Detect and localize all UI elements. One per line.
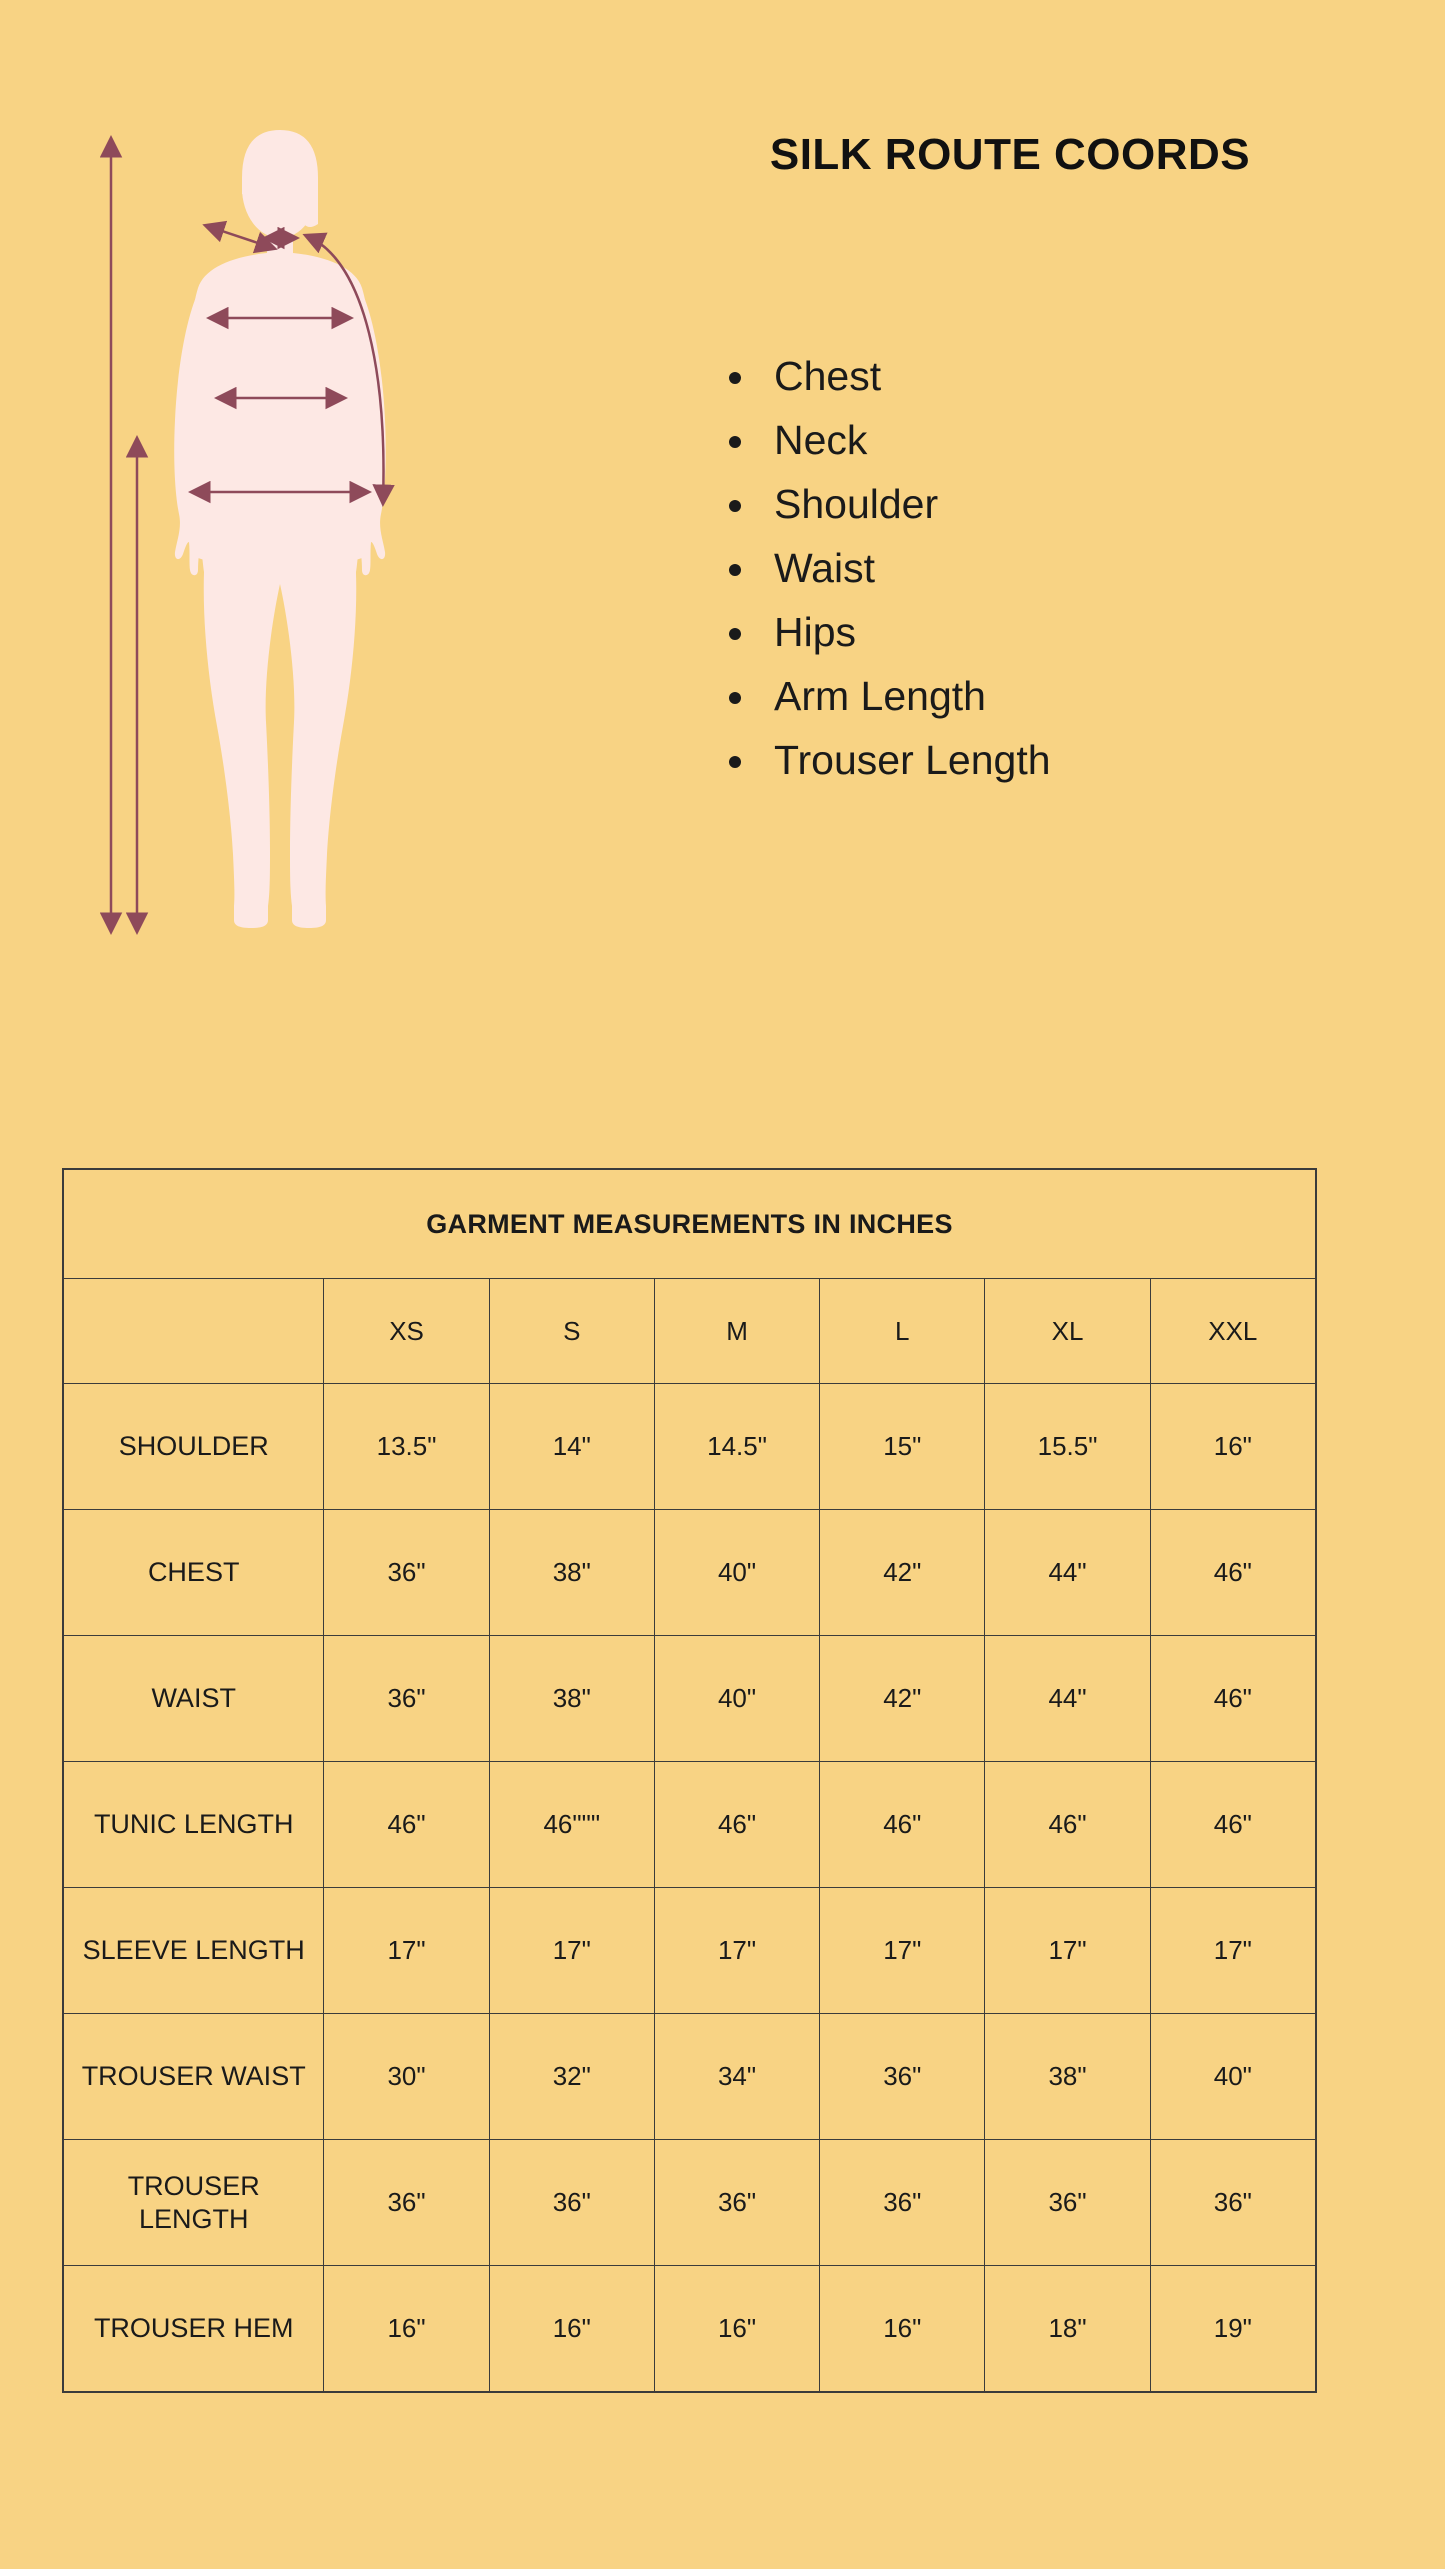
table-row [64,1762,1316,1888]
cell-value: 36" [324,1636,489,1762]
list-item: • Neck [760,409,1051,473]
cell-value: 17" [985,1888,1150,2014]
list-item: • Trouser Length [760,729,1051,793]
row-label: SLEEVE LENGTH [64,1888,324,2014]
cell-value: 30" [324,2014,489,2140]
header-cell-xs: XS [324,1279,489,1384]
row-label: WAIST [64,1636,324,1762]
table-row [64,1384,1316,1510]
list-item: • Waist [760,537,1051,601]
cell-value: 19" [1150,2266,1315,2392]
top-section [0,0,1445,1160]
cell-value: 13.5" [324,1384,489,1510]
cell-value: 46" [654,1762,819,1888]
cell-value: 40" [1150,2014,1315,2140]
header-cell-l: L [820,1279,985,1384]
table-row [64,2014,1316,2140]
table-row [64,2140,1316,2266]
cell-value: 16" [489,2266,654,2392]
list-item: • Arm Length [760,665,1051,729]
cell-value: 36" [324,2140,489,2266]
cell-value: 34" [654,2014,819,2140]
cell-value: 44" [985,1636,1150,1762]
cell-value: 15.5" [985,1384,1150,1510]
header-cell-s: S [489,1279,654,1384]
cell-value: 38" [489,1636,654,1762]
table-caption: GARMENT MEASUREMENTS IN INCHES [64,1170,1316,1279]
cell-value: 40" [654,1510,819,1636]
cell-value: 17" [324,1888,489,2014]
cell-value: 17" [1150,1888,1315,2014]
table-row [64,1888,1316,2014]
figure-silhouette [174,130,386,928]
list-item: • Hips [760,601,1051,665]
table-caption-row [64,1170,1316,1279]
cell-value: 38" [489,1510,654,1636]
cell-value: 44" [985,1510,1150,1636]
table-row [64,2266,1316,2392]
page-title: SILK ROUTE COORDS [769,130,1251,179]
table-row [64,1510,1316,1636]
cell-value: 46" [985,1762,1150,1888]
cell-value: 42" [820,1510,985,1636]
cell-value: 16" [1150,1384,1315,1510]
cell-value: 17" [820,1888,985,2014]
cell-value: 16" [820,2266,985,2392]
cell-value: 46" [820,1762,985,1888]
cell-value: 36" [1150,2140,1315,2266]
cell-value: 46""" [489,1762,654,1888]
table-header-row [64,1279,1316,1384]
cell-value: 46" [324,1762,489,1888]
cell-value: 16" [654,2266,819,2392]
cell-value: 36" [820,2140,985,2266]
row-label: TROUSER HEM [64,2266,324,2392]
row-label: TROUSER LENGTH [64,2140,324,2266]
cell-value: 46" [1150,1510,1315,1636]
cell-value: 40" [654,1636,819,1762]
cell-value: 14.5" [654,1384,819,1510]
cell-value: 17" [489,1888,654,2014]
cell-value: 36" [985,2140,1150,2266]
cell-value: 46" [1150,1762,1315,1888]
row-label: CHEST [64,1510,324,1636]
body-figure [95,130,575,1130]
cell-value: 36" [324,1510,489,1636]
size-table-container [62,1168,1317,2393]
cell-value: 36" [820,2014,985,2140]
row-label: TROUSER WAIST [64,2014,324,2140]
cell-value: 46" [1150,1636,1315,1762]
row-label: SHOULDER [64,1384,324,1510]
cell-value: 14" [489,1384,654,1510]
cell-value: 38" [985,2014,1150,2140]
cell-value: 16" [324,2266,489,2392]
cell-value: 15" [820,1384,985,1510]
measurement-list [730,345,1051,793]
cell-value: 18" [985,2266,1150,2392]
size-table [63,1169,1316,2392]
cell-value: 36" [489,2140,654,2266]
header-cell-m: M [654,1279,819,1384]
cell-value: 36" [654,2140,819,2266]
cell-value: 32" [489,2014,654,2140]
header-cell-xxl: XXL [1150,1279,1315,1384]
header-cell-xl: XL [985,1279,1150,1384]
table-row [64,1636,1316,1762]
list-item: • Chest [760,345,1051,409]
header-cell-blank [64,1279,324,1384]
list-item: • Shoulder [760,473,1051,537]
cell-value: 17" [654,1888,819,2014]
row-label: TUNIC LENGTH [64,1762,324,1888]
cell-value: 42" [820,1636,985,1762]
